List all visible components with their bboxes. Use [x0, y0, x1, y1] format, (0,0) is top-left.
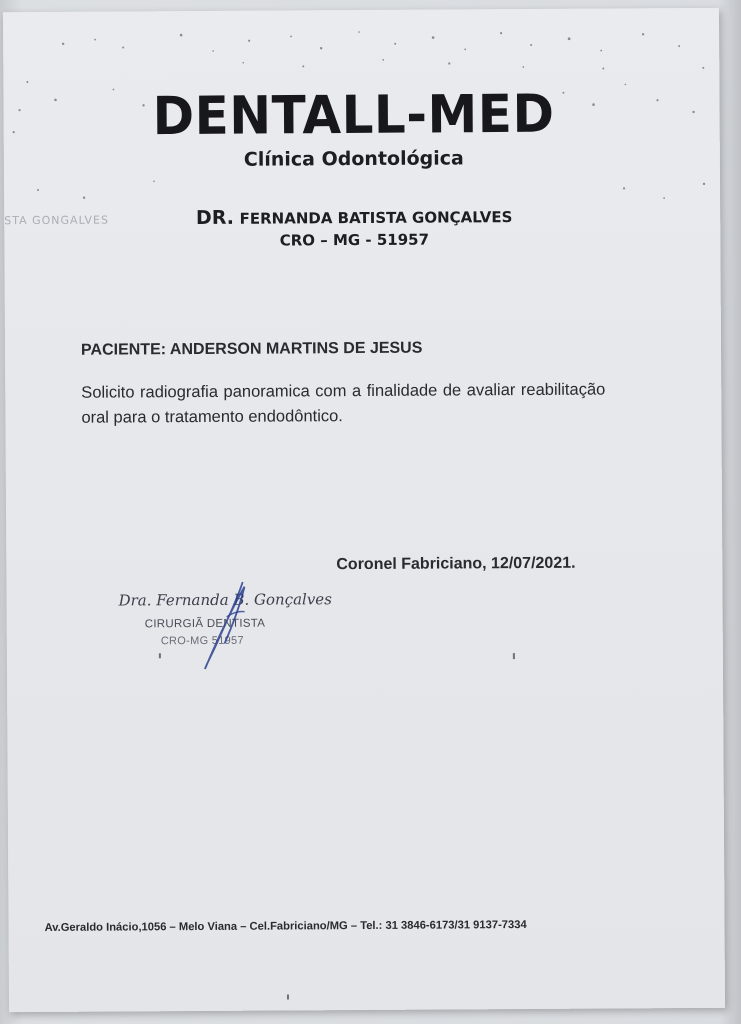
- clinic-name: DENTALL-MED: [152, 83, 555, 147]
- faded-ghost-print: STA GONGALVES: [4, 213, 109, 228]
- patient-line: PACIENTE: ANDERSON MARTINS DE JESUS: [80, 339, 423, 359]
- doctor-name: FERNANDA BATISTA GONÇALVES: [239, 208, 513, 228]
- stamp-role: CIRURGIÃ DENTISTA: [144, 617, 266, 631]
- handwritten-signature: [114, 580, 315, 676]
- paper-mark: [159, 653, 161, 658]
- place-and-date: Coronel Fabriciano, 12/07/2021.: [336, 554, 576, 574]
- doctor-stamp: [114, 580, 332, 671]
- request-text: Solicito radiografia panoramica com a finalidade de avaliar reabilitação oral para o tratamento endodôntico.: [81, 380, 606, 427]
- paper-mark: [287, 994, 289, 999]
- doctor-cro: CRO – MG - 51957: [279, 230, 430, 250]
- clinic-address-footer: Av.Geraldo Inácio,1056 – Melo Viana – Cel.Fabriciano/MG – Tel.: 31 3846-6173/31 9137-7334: [44, 919, 527, 934]
- doctor-name-line: [4, 204, 704, 230]
- doctor-prefix: DR.: [195, 206, 235, 230]
- stamp-cro: CRO-MG 51957: [160, 634, 244, 648]
- prescription-paper: [3, 8, 725, 1012]
- stamp-doctor-name: Dra. Fernanda B. Gonçalves: [118, 590, 332, 610]
- paper-mark: [513, 653, 515, 659]
- clinic-subtitle: Clínica Odontológica: [243, 147, 464, 171]
